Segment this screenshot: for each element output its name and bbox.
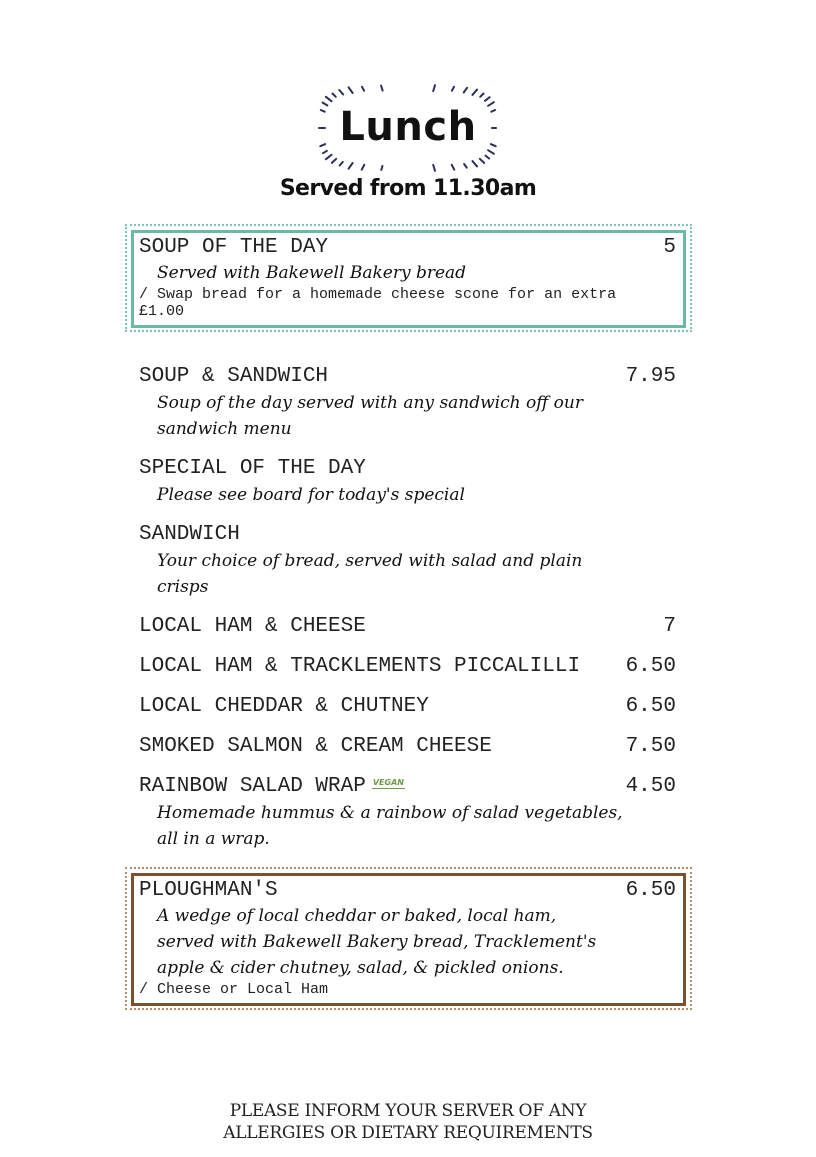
doodle-dash (486, 156, 490, 159)
menu-item-price: 7 (663, 615, 676, 638)
menu-item-rainbow-wrap (139, 775, 405, 798)
menu-item-name: SMOKED SALMON & CREAM CHEESE (139, 735, 492, 758)
doodle-dash (381, 166, 382, 170)
doodle-dash (464, 88, 467, 93)
soup-of-the-day-name: SOUP OF THE DAY (139, 236, 329, 259)
ploughmans-name: PLOUGHMAN'S (139, 879, 278, 902)
menu-item-price: 6.50 (625, 655, 676, 678)
soup-of-the-day-price: 5 (663, 236, 676, 259)
doodle-dash (362, 165, 365, 170)
menu-item-name: SANDWICH (139, 523, 240, 546)
menu-item-name: LOCAL HAM & TRACKLEMENTS PICCALILLI (139, 655, 581, 678)
title-frame (0, 80, 816, 180)
doodle-dash (433, 165, 435, 171)
doodle-dash (433, 85, 435, 91)
soup-of-the-day-note: / Swap bread for a homemade cheese scone for an extra £1.00 (139, 286, 617, 320)
menu-item-name: SOUP & SANDWICH (139, 365, 329, 388)
doodle-dash (349, 87, 353, 93)
menu-subtitle: Served from 11.30am (279, 176, 537, 201)
allergy-notice (0, 1100, 816, 1144)
doodle-dash (472, 90, 477, 95)
menu-item-price: 6.50 (625, 695, 676, 718)
menu-item-name: LOCAL HAM & CHEESE (139, 615, 366, 638)
ploughmans-note: / Cheese or Local Ham (139, 981, 329, 998)
doodle-dash (381, 86, 383, 91)
doodle-dash (488, 150, 494, 154)
doodle-dash (339, 90, 343, 95)
doodle-dash (332, 94, 335, 97)
vegan-badge: VEGAN (372, 777, 404, 787)
doodle-dash (472, 161, 477, 166)
doodle-dash (485, 97, 490, 101)
soup-of-the-day-description: Served with Bakewell Bakery bread (157, 263, 467, 283)
menu-item-name: SPECIAL OF THE DAY (139, 457, 366, 480)
ploughmans-description: A wedge of local cheddar or baked, local ham, served with Bakewell Bakery bread, Tracklement's apple & cider chutney, salad, & pickled onions. (157, 906, 597, 978)
doodle-dash (480, 94, 483, 97)
menu-item-description: Please see board for today's special (157, 485, 465, 505)
doodle-dash (349, 163, 353, 169)
menu-item-price: 7.50 (625, 735, 676, 758)
doodle-dash (452, 87, 454, 91)
doodle-dash (362, 87, 364, 91)
doodle-dash (340, 162, 343, 166)
doodle-dash (326, 97, 332, 101)
ploughmans-price: 6.50 (625, 879, 676, 902)
allergy-notice-line: PLEASE INFORM YOUR SERVER OF ANY (229, 1101, 587, 1121)
menu-item-description: Soup of the day served with any sandwich off our sandwich menu (157, 393, 583, 439)
doodle-dash (452, 165, 455, 170)
allergy-notice-line: ALLERGIES OR DIETARY REQUIREMENTS (223, 1123, 593, 1143)
menu-item-price: 4.50 (625, 775, 676, 798)
menu-item-description: Your choice of bread, served with salad and plain crisps (157, 551, 583, 597)
menu-item-name: RAINBOW SALAD WRAP (139, 775, 366, 798)
menu-item-price: 7.95 (625, 365, 676, 388)
menu-item-description: Homemade hummus & a rainbow of salad vegetables, all in a wrap. (157, 803, 623, 849)
menu-title: Lunch (339, 104, 477, 150)
doodle-dash (326, 155, 332, 159)
doodle-dash (323, 151, 327, 153)
menu-item-name: LOCAL CHEDDAR & CHUTNEY (139, 695, 429, 718)
doodle-dash (480, 159, 484, 163)
doodle-dash (332, 159, 336, 163)
doodle-dash (464, 164, 467, 168)
